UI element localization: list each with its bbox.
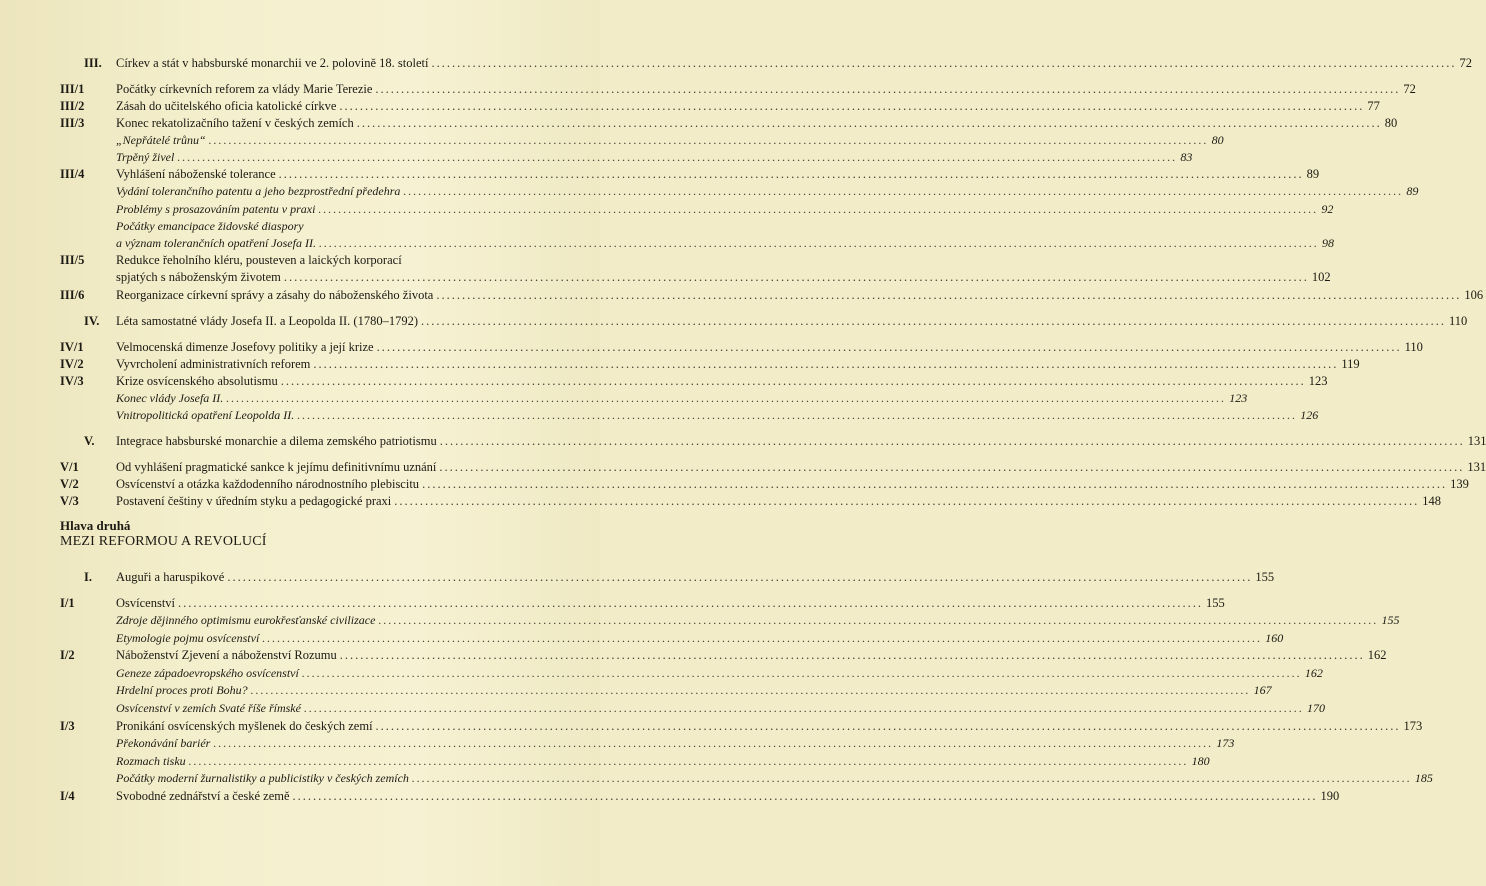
toc-page-number: 162: [1304, 666, 1323, 680]
toc-page-number: 190: [1320, 789, 1340, 803]
toc-entry-title: Vnitropolitická opatření Leopolda II.: [116, 408, 295, 422]
toc-entry: [60, 734, 1235, 752]
toc-entry-title: Svobodné zednářství a české země: [116, 789, 290, 803]
toc-dot-leader: ........................................................................................................................................................................................................: [376, 340, 1402, 354]
toc-entry-title: Léta samostatné vlády Josefa II. a Leopolda II. (1780–1792): [116, 314, 418, 328]
toc-page-number: 185: [1414, 771, 1433, 785]
toc-dot-leader: ........................................................................................................................................................................................................: [422, 477, 1448, 491]
toc-entry: [60, 355, 1360, 373]
toc-entry: [60, 458, 1486, 476]
toc-entry-title: Vyvrcholení administrativních reforem: [116, 357, 311, 371]
toc-entry-number: IV/3: [60, 374, 84, 388]
toc-entry: [60, 432, 1486, 450]
toc-entry-title: Auguři a haruspikové: [116, 570, 225, 584]
toc-entry: [60, 769, 1433, 787]
toc-page-number: 126: [1300, 408, 1319, 422]
toc-dot-leader: ........................................................................................................................................................................................................: [292, 789, 1318, 803]
toc-entry-title: Církev a stát v habsburské monarchii ve 2. polovině 18. století: [116, 56, 429, 70]
toc-entry-title: „Nepřátelé trůnu“: [116, 133, 206, 147]
toc-entry: [60, 752, 1210, 770]
toc-entry: [60, 54, 1472, 72]
chapter-heading: [60, 518, 267, 550]
toc-entry: [60, 664, 1323, 682]
toc-dot-leader: ........................................................................................................................................................................................................: [303, 701, 1304, 715]
toc-entry: [60, 217, 530, 235]
toc-dot-leader: ........................................................................................................................................................................................................: [262, 631, 1263, 645]
toc-dot-leader: ........................................................................................................................................................................................................: [226, 391, 1227, 405]
toc-entry-title: Konec vlády Josefa II.: [116, 391, 224, 405]
toc-entry: [60, 492, 1442, 510]
toc-entry: [60, 787, 1340, 805]
toc-dot-leader: ........................................................................................................................................................................................................: [318, 202, 1319, 216]
toc-page-number: 89: [1306, 167, 1320, 181]
toc-dot-leader: ........................................................................................................................................................................................................: [436, 288, 1462, 302]
toc-entry: [60, 286, 1484, 304]
toc-entry: [60, 114, 1398, 132]
toc-entry-title: Od vyhlášení pragmatické sankce k jejímu definitivnímu uznání: [116, 460, 437, 474]
toc-page-number: 173: [1216, 736, 1235, 750]
toc-entry: [60, 338, 1423, 356]
toc-page-number: 72: [1459, 56, 1472, 70]
toc-entry-title: Trpěný živel: [116, 150, 175, 164]
toc-dot-leader: ........................................................................................................................................................................................................: [339, 648, 1365, 662]
toc-page-number: 131: [1467, 460, 1486, 474]
toc-dot-leader: ........................................................................................................................................................................................................: [356, 116, 1382, 130]
toc-entry-title: Počátky moderní žurnalistiky a publicistiky v českých zemích: [116, 771, 409, 785]
toc-entry-title: Postavení češtiny v úředním styku a pedagogické praxi: [116, 494, 392, 508]
toc-entry-number: I/2: [60, 648, 75, 662]
toc-dot-leader: ........................................................................................................................................................................................................: [318, 236, 1319, 250]
toc-page-number: 80: [1211, 133, 1224, 147]
toc-entry-title: Zdroje dějinného optimismu eurokřesťanské civilizace: [116, 613, 376, 627]
toc-entry-number: IV/2: [60, 357, 84, 371]
toc-entry-title: spjatých s náboženským životem: [116, 270, 281, 284]
toc-entry-title: Pronikání osvícenských myšlenek do českých zemí: [116, 719, 373, 733]
toc-page-number: 80: [1384, 116, 1398, 130]
toc-dot-leader: ........................................................................................................................................................................................................: [439, 460, 1465, 474]
toc-entry-title: Náboženství Zjevení a náboženství Rozumu: [116, 648, 337, 662]
toc-entry: [60, 611, 1400, 629]
toc-entry-title: Osvícenství a otázka každodenního národnostního plebiscitu: [116, 477, 420, 491]
toc-page-number: 77: [1367, 99, 1380, 113]
toc-entry-title: Velmocenská dimenze Josefovy politiky a její krize: [116, 340, 374, 354]
toc-entry: [60, 148, 1193, 166]
toc-page-number: 180: [1191, 754, 1210, 768]
chapter-label: Hlava druhá: [60, 518, 131, 533]
toc-dot-leader: ........................................................................................................................................................................................................: [250, 683, 1251, 697]
toc-entry-title: Reorganizace církevní správy a zásahy do náboženského života: [116, 288, 434, 302]
toc-entry-number: III/2: [60, 99, 85, 113]
toc-entry-number: III/4: [60, 167, 85, 181]
toc-dot-leader: ........................................................................................................................................................................................................: [431, 56, 1457, 70]
toc-entry: [60, 165, 1320, 183]
toc-entry-number: III/5: [60, 253, 85, 267]
toc-entry-title: a význam tolerančních opatření Josefa II.: [116, 236, 316, 250]
toc-page-number: 155: [1206, 596, 1225, 610]
toc-entry-title: Osvícenství: [116, 596, 176, 610]
toc-entry: [60, 268, 1331, 286]
toc-entry: [60, 629, 1284, 647]
toc-page-number: 139: [1450, 477, 1469, 491]
toc-dot-leader: ........................................................................................................................................................................................................: [375, 719, 1401, 733]
toc-entry-title: Geneze západoevropského osvícenství: [116, 666, 299, 680]
toc-page-number: 162: [1367, 648, 1387, 662]
toc-entry-number: V.: [84, 434, 95, 448]
toc-entry: [60, 646, 1387, 664]
toc-page-number: 98: [1321, 236, 1334, 250]
toc-entry-number: IV.: [84, 314, 100, 328]
toc-dot-leader: ........................................................................................................................................................................................................: [178, 596, 1204, 610]
toc-entry: [60, 251, 530, 269]
toc-entry: [60, 80, 1416, 98]
toc-entry-title: Zásah do učitelského oficia katolické církve: [116, 99, 337, 113]
toc-entry-title: Integrace habsburské monarchie a dilema zemského patriotismu: [116, 434, 437, 448]
toc-entry: [60, 406, 1319, 424]
toc-entry-number: I/4: [60, 789, 75, 803]
toc-dot-leader: ........................................................................................................................................................................................................: [177, 150, 1178, 164]
toc-entry-number: IV/1: [60, 340, 84, 354]
toc-dot-leader: ........................................................................................................................................................................................................: [420, 314, 1446, 328]
toc-dot-leader: ........................................................................................................................................................................................................: [313, 357, 1339, 371]
toc-entry-title: Rozmach tisku: [116, 754, 186, 768]
toc-entry-number: I.: [84, 570, 92, 584]
toc-page-number: 131: [1467, 434, 1486, 448]
toc-page-number: 106: [1464, 288, 1484, 302]
toc-entry: [60, 717, 1423, 735]
toc-page-number: 123: [1308, 374, 1328, 388]
toc-dot-leader: ........................................................................................................................................................................................................: [297, 408, 1298, 422]
toc-entry-title: Vyhlášení náboženské tolerance: [116, 167, 276, 181]
toc-dot-leader: ........................................................................................................................................................................................................: [378, 613, 1379, 627]
toc-page-number: 89: [1406, 184, 1419, 198]
toc-entry-number: III/3: [60, 116, 85, 130]
toc-entry: [60, 389, 1248, 407]
toc-entry-title: Překonávání bariér: [116, 736, 211, 750]
toc-dot-leader: ........................................................................................................................................................................................................: [227, 570, 1253, 584]
toc-dot-leader: ........................................................................................................................................................................................................: [394, 494, 1420, 508]
toc-entry-number: III/6: [60, 288, 85, 302]
toc-page-number: 170: [1306, 701, 1325, 715]
toc-entry-number: I/3: [60, 719, 75, 733]
toc-entry: [60, 131, 1224, 149]
toc-page-number: 102: [1311, 270, 1331, 284]
toc-entry-number: V/1: [60, 460, 79, 474]
toc-page-number: 155: [1381, 613, 1400, 627]
toc-dot-leader: ........................................................................................................................................................................................................: [278, 167, 1304, 181]
toc-entry-number: V/2: [60, 477, 79, 491]
toc-entry-title: Počátky církevních reforem za vlády Marie Terezie: [116, 82, 373, 96]
toc-entry-title: Etymologie pojmu osvícenství: [116, 631, 260, 645]
toc-dot-leader: ........................................................................................................................................................................................................: [283, 270, 1309, 284]
toc-entry: [60, 200, 1334, 218]
toc-entry-title: Konec rekatolizačního tažení v českých zemích: [116, 116, 354, 130]
toc-entry-number: I/1: [60, 596, 75, 610]
toc-entry-title: Hrdelní proces proti Bohu?: [116, 683, 248, 697]
toc-entry: [60, 234, 1334, 252]
toc-entry: [60, 594, 1225, 612]
toc-dot-leader: ........................................................................................................................................................................................................: [208, 133, 1209, 147]
toc-entry: [60, 681, 1272, 699]
toc-dot-leader: ........................................................................................................................................................................................................: [339, 99, 1365, 113]
toc-dot-leader: ........................................................................................................................................................................................................: [403, 184, 1404, 198]
toc-dot-leader: ........................................................................................................................................................................................................: [439, 434, 1465, 448]
toc-page-number: 155: [1255, 570, 1275, 584]
toc-entry-title: Vydání tolerančního patentu a jeho bezprostřední předehra: [116, 184, 401, 198]
toc-entry-title: Problémy s prosazováním patentu v praxi: [116, 202, 316, 216]
toc-page-number: 83: [1180, 150, 1193, 164]
toc-page-number: 123: [1229, 391, 1248, 405]
toc-entry-number: III/1: [60, 82, 85, 96]
chapter-title: MEZI REFORMOU A REVOLUCÍ: [60, 534, 267, 549]
toc-page-number: 110: [1404, 340, 1423, 354]
toc-dot-leader: ........................................................................................................................................................................................................: [280, 374, 1306, 388]
toc-entry: [60, 97, 1380, 115]
toc-dot-leader: ........................................................................................................................................................................................................: [188, 754, 1189, 768]
toc-entry-title: Osvícenství v zemích Svaté říše římské: [116, 701, 301, 715]
toc-entry-title: Redukce řeholního kléru, pousteven a laických korporací: [116, 253, 402, 267]
toc-dot-leader: ........................................................................................................................................................................................................: [213, 736, 1214, 750]
toc-page-number: 173: [1403, 719, 1423, 733]
toc-page-number: 110: [1448, 314, 1468, 328]
toc-page-number: 160: [1265, 631, 1284, 645]
toc-entry-number: III.: [84, 56, 102, 70]
toc-dot-leader: ........................................................................................................................................................................................................: [301, 666, 1302, 680]
toc-page-number: 72: [1403, 82, 1416, 96]
toc-page-number: 148: [1422, 494, 1442, 508]
toc-entry: [60, 182, 1419, 200]
toc-entry: [60, 372, 1328, 390]
toc-dot-leader: ........................................................................................................................................................................................................: [375, 82, 1401, 96]
toc-page-number: 92: [1321, 202, 1334, 216]
toc-entry: [60, 312, 1468, 330]
toc-page-number: 167: [1253, 683, 1272, 697]
toc-entry: [60, 699, 1325, 717]
toc-entry-title: Počátky emancipace židovské diaspory: [116, 219, 304, 233]
toc-entry: [60, 568, 1275, 586]
toc-entry-title: Krize osvícenského absolutismu: [116, 374, 278, 388]
toc-entry: [60, 475, 1469, 493]
toc-page-number: 119: [1341, 357, 1360, 371]
toc-dot-leader: ........................................................................................................................................................................................................: [411, 771, 1412, 785]
toc-entry-number: V/3: [60, 494, 79, 508]
